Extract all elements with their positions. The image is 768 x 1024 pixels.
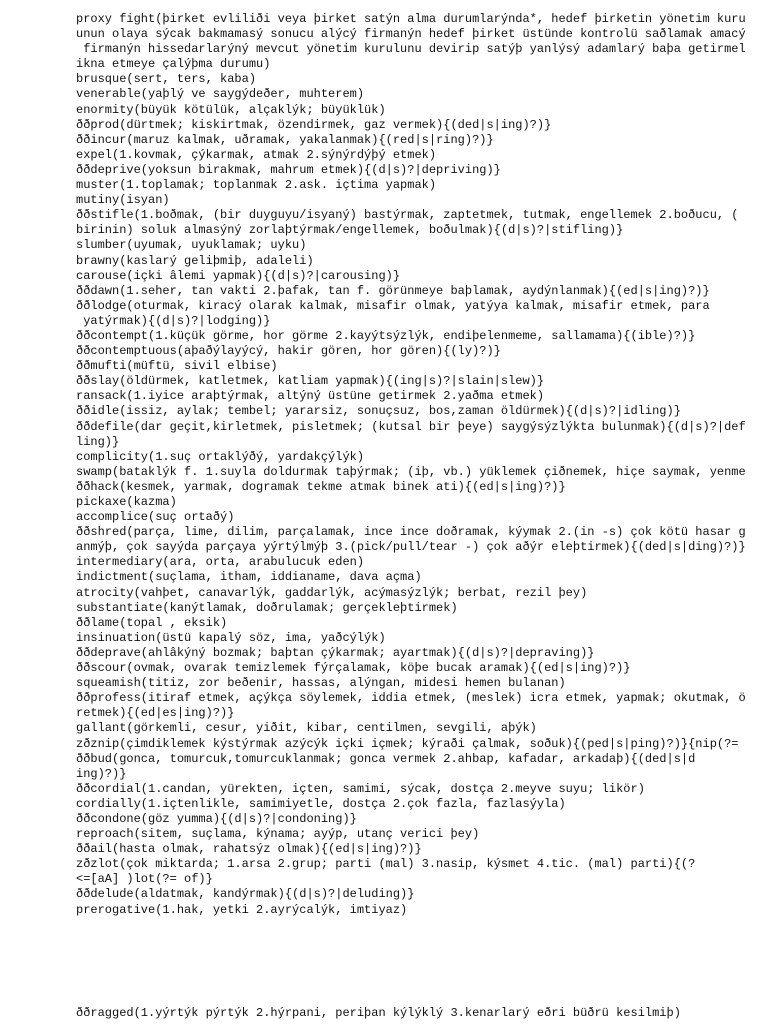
text-line: yatýrmak){(d|s)?|lodging)} bbox=[76, 313, 271, 328]
text-line: ððshred(parça, lime, dilim, parçalamak, ince ince doðramak, kýymak 2.(in -s) çok kötü hasar g bbox=[76, 525, 746, 540]
text-line: ððslay(öldürmek, katletmek, katliam yapmak){(ing|s)?|slain|slew)} bbox=[76, 374, 545, 389]
text-line: ððcondone(göz yumma){(d|s)?|condoning)} bbox=[76, 811, 357, 826]
text-line: ððlodge(oturmak, kiracý olarak kalmak, misafir olmak, yatýya kalmak, misafir etmek, para bbox=[76, 298, 710, 313]
text-line: unun olaya sýcak bakmamasý sonucu alýcý firmanýn hedef þirket üstünde kontrolü saðlamak amacý bbox=[76, 27, 746, 42]
text-line: brawny(kaslarý geliþmiþ, adaleli) bbox=[76, 253, 314, 268]
text-line: ððprofess(itiraf etmek, açýkça söylemek, iddia etmek, (meslek) icra etmek, yapmak; okutmak, ö bbox=[76, 691, 746, 706]
text-line: cordially(1.içtenlikle, samimiyetle, dostça 2.çok fazla, fazlasýyla) bbox=[76, 796, 566, 811]
text-line: ððcordial(1.candan, yürekten, içten, samimi, sýcak, dostça 2.meyve suyu; likör) bbox=[76, 781, 645, 796]
text-line: ððail(hasta olmak, rahatsýz olmak){(ed|s|ing)?)} bbox=[76, 842, 422, 857]
text-line: ððscour(ovmak, ovarak temizlemek fýrçalamak, köþe bucak aramak){(ed|s|ing)?)} bbox=[76, 661, 631, 676]
text-line: zðznip(çimdiklemek kýstýrmak azýcýk içki içmek; kýraði çalmak, soðuk){(ped|s|ping)?)}{nip(?= bbox=[76, 736, 739, 751]
text-line: insinuation(üstü kapalý söz, ima, yaðcýlýk) bbox=[76, 630, 386, 645]
text-line: firmanýn hissedarlarýný mevcut yönetim kurulunu devirip satýþ yanlýsý adamlarý baþa getirmel bbox=[76, 42, 746, 57]
text-line: ððdeprive(yoksun birakmak, mahrum etmek){(d|s)?|depriving)} bbox=[76, 162, 501, 177]
text-line: ððstifle(1.boðmak, (bir duyguyu/isyaný) bastýrmak, zaptetmek, tutmak, engellemek 2.boðucu, ( bbox=[76, 208, 739, 223]
text-line: reproach(sitem, suçlama, kýnama; ayýp, utanç verici þey) bbox=[76, 827, 480, 842]
text-line: ððhack(kesmek, yarmak, dogramak tekme atmak binek ati){(ed|s|ing)?)} bbox=[76, 479, 566, 494]
text-line: ikna etmeye çalýþma durumu) bbox=[76, 57, 271, 72]
text-line: ððmufti(müftü, sivil elbise) bbox=[76, 359, 278, 374]
text-line: swamp(bataklýk f. 1.suyla doldurmak taþýrmak; (iþ, vb.) yüklemek çiðnemek, hiçe saymak, yenme bbox=[76, 464, 746, 479]
text-line: carouse(içki âlemi yapmak){(d|s)?|carousing)} bbox=[76, 268, 401, 283]
text-line: slumber(uyumak, uyuklamak; uyku) bbox=[76, 238, 307, 253]
text-line: squeamish(titiz, zor beðenir, hassas, alýngan, midesi hemen bulanan) bbox=[76, 676, 566, 691]
text-line: proxy fight(þirket evliliði veya þirket satýn alma durumlarýnda*, hedef þirketin yönetim kuru bbox=[76, 12, 746, 26]
text-line: ððbud(gonca, tomurcuk,tomurcuklanmak; gonca vermek 2.ahbap, kafadar, arkadaþ){(ded|s|d bbox=[76, 751, 696, 766]
text-line: retmek){(ed|es|ing)?)} bbox=[76, 706, 235, 721]
text-line: ððincur(maruz kalmak, uðramak, yakalanmak){(red|s|ring)?)} bbox=[76, 132, 494, 147]
text-line: muster(1.toplamak; toplanmak 2.ask. içtima yapmak) bbox=[76, 178, 437, 193]
footer-entry: ððragged(1.yýrtýk pýrtýk 2.hýrpani, periþan kýlýklý 3.kenarlarý eðri büðrü kesilmiþ) bbox=[76, 1006, 681, 1020]
text-line: ransack(1.iyice araþtýrmak, altýný üstüne getirmek 2.yaðma etmek) bbox=[76, 389, 545, 404]
text-line: prerogative(1.hak, yetki 2.ayrýcalýk, imtiyaz) bbox=[76, 902, 408, 917]
text-line: ððcontempt(1.küçük görme, hor görme 2.kayýtsýzlýk, endiþelenmeme, sallamama){(ible)?)} bbox=[76, 328, 696, 343]
text-line: ððdawn(1.seher, tan vakti 2.þafak, tan f. görünmeye baþlamak, aydýnlanmak){(ed|s|ing)?)} bbox=[76, 283, 710, 298]
text-line: pickaxe(kazma) bbox=[76, 495, 177, 509]
text-line: indictment(suçlama, itham, iddianame, dava açma) bbox=[76, 570, 422, 585]
text-line: ððcontemptuous(aþaðýlayýcý, hakir gören, hor gören){(ly)?)} bbox=[76, 344, 501, 359]
text-line: ððdelude(aldatmak, kandýrmak){(d|s)?|deluding)} bbox=[76, 887, 415, 902]
text-line: ing)?)} bbox=[76, 766, 127, 781]
text-line: enormity(büyük kötülük, alçaklýk; büyüklük) bbox=[76, 102, 386, 117]
text-line: accomplice(suç ortaðý) bbox=[76, 510, 235, 525]
text-line: ððlame(topal , eksik) bbox=[76, 615, 228, 630]
text-line: substantiate(kanýtlamak, doðrulamak; gerçekleþtirmek) bbox=[76, 600, 458, 615]
text-line: complicity(1.suç ortaklýðý, yardakçýlýk) bbox=[76, 449, 365, 464]
text-line: ððidle(issiz, aylak; tembel; yararsiz, sonuçsuz, bos,zaman öldürmek){(d|s)?|idling)} bbox=[76, 404, 681, 419]
text-line: birinin) soluk almasýný zorlaþtýrmak/engellemek, boðulmak){(d|s)?|stifling)} bbox=[76, 223, 624, 238]
text-line: ling)} bbox=[76, 434, 120, 449]
text-line: <=[aA] )lot(?= of)} bbox=[76, 872, 213, 887]
text-line: ððprod(dürtmek; kiskirtmak, özendirmek, gaz vermek){(ded|s|ing)?)} bbox=[76, 117, 552, 132]
text-line: brusque(sert, ters, kaba) bbox=[76, 72, 257, 87]
text-line: zðzlot(çok miktarda; 1.arsa 2.grup; parti (mal) 3.nasip, kýsmet 4.tic. (mal) parti){(? bbox=[76, 857, 696, 872]
text-line: expel(1.kovmak, çýkarmak, atmak 2.sýnýrdýþý etmek) bbox=[76, 147, 437, 162]
document-body bbox=[76, 12, 768, 918]
text-line: mutiny(isyan) bbox=[76, 193, 170, 208]
text-line: gallant(görkemli, cesur, yiðit, kibar, centilmen, sevgili, aþýk) bbox=[76, 721, 537, 736]
text-line: anmýþ, çok sayýda parçaya yýrtýlmýþ 3.(pick/pull/tear -) çok aðýr eleþtirmek){(ded|s|ding)?)} bbox=[76, 540, 746, 555]
text-line: atrocity(vahþet, canavarlýk, gaddarlýk, acýmasýzlýk; berbat, rezil þey) bbox=[76, 585, 588, 600]
text-line: intermediary(ara, orta, arabulucuk eden) bbox=[76, 555, 365, 570]
text-line: ððdeprave(ahlâkýný bozmak; baþtan çýkarmak; ayartmak){(d|s)?|depraving)} bbox=[76, 645, 595, 660]
text-line: venerable(yaþlý ve saygýdeðer, muhterem) bbox=[76, 87, 365, 102]
text-line: ððdefile(dar geçit,kirletmek, pisletmek; (kutsal bir þeye) saygýsýzlýkta bulunmak){(d|s)?|def bbox=[76, 419, 746, 434]
